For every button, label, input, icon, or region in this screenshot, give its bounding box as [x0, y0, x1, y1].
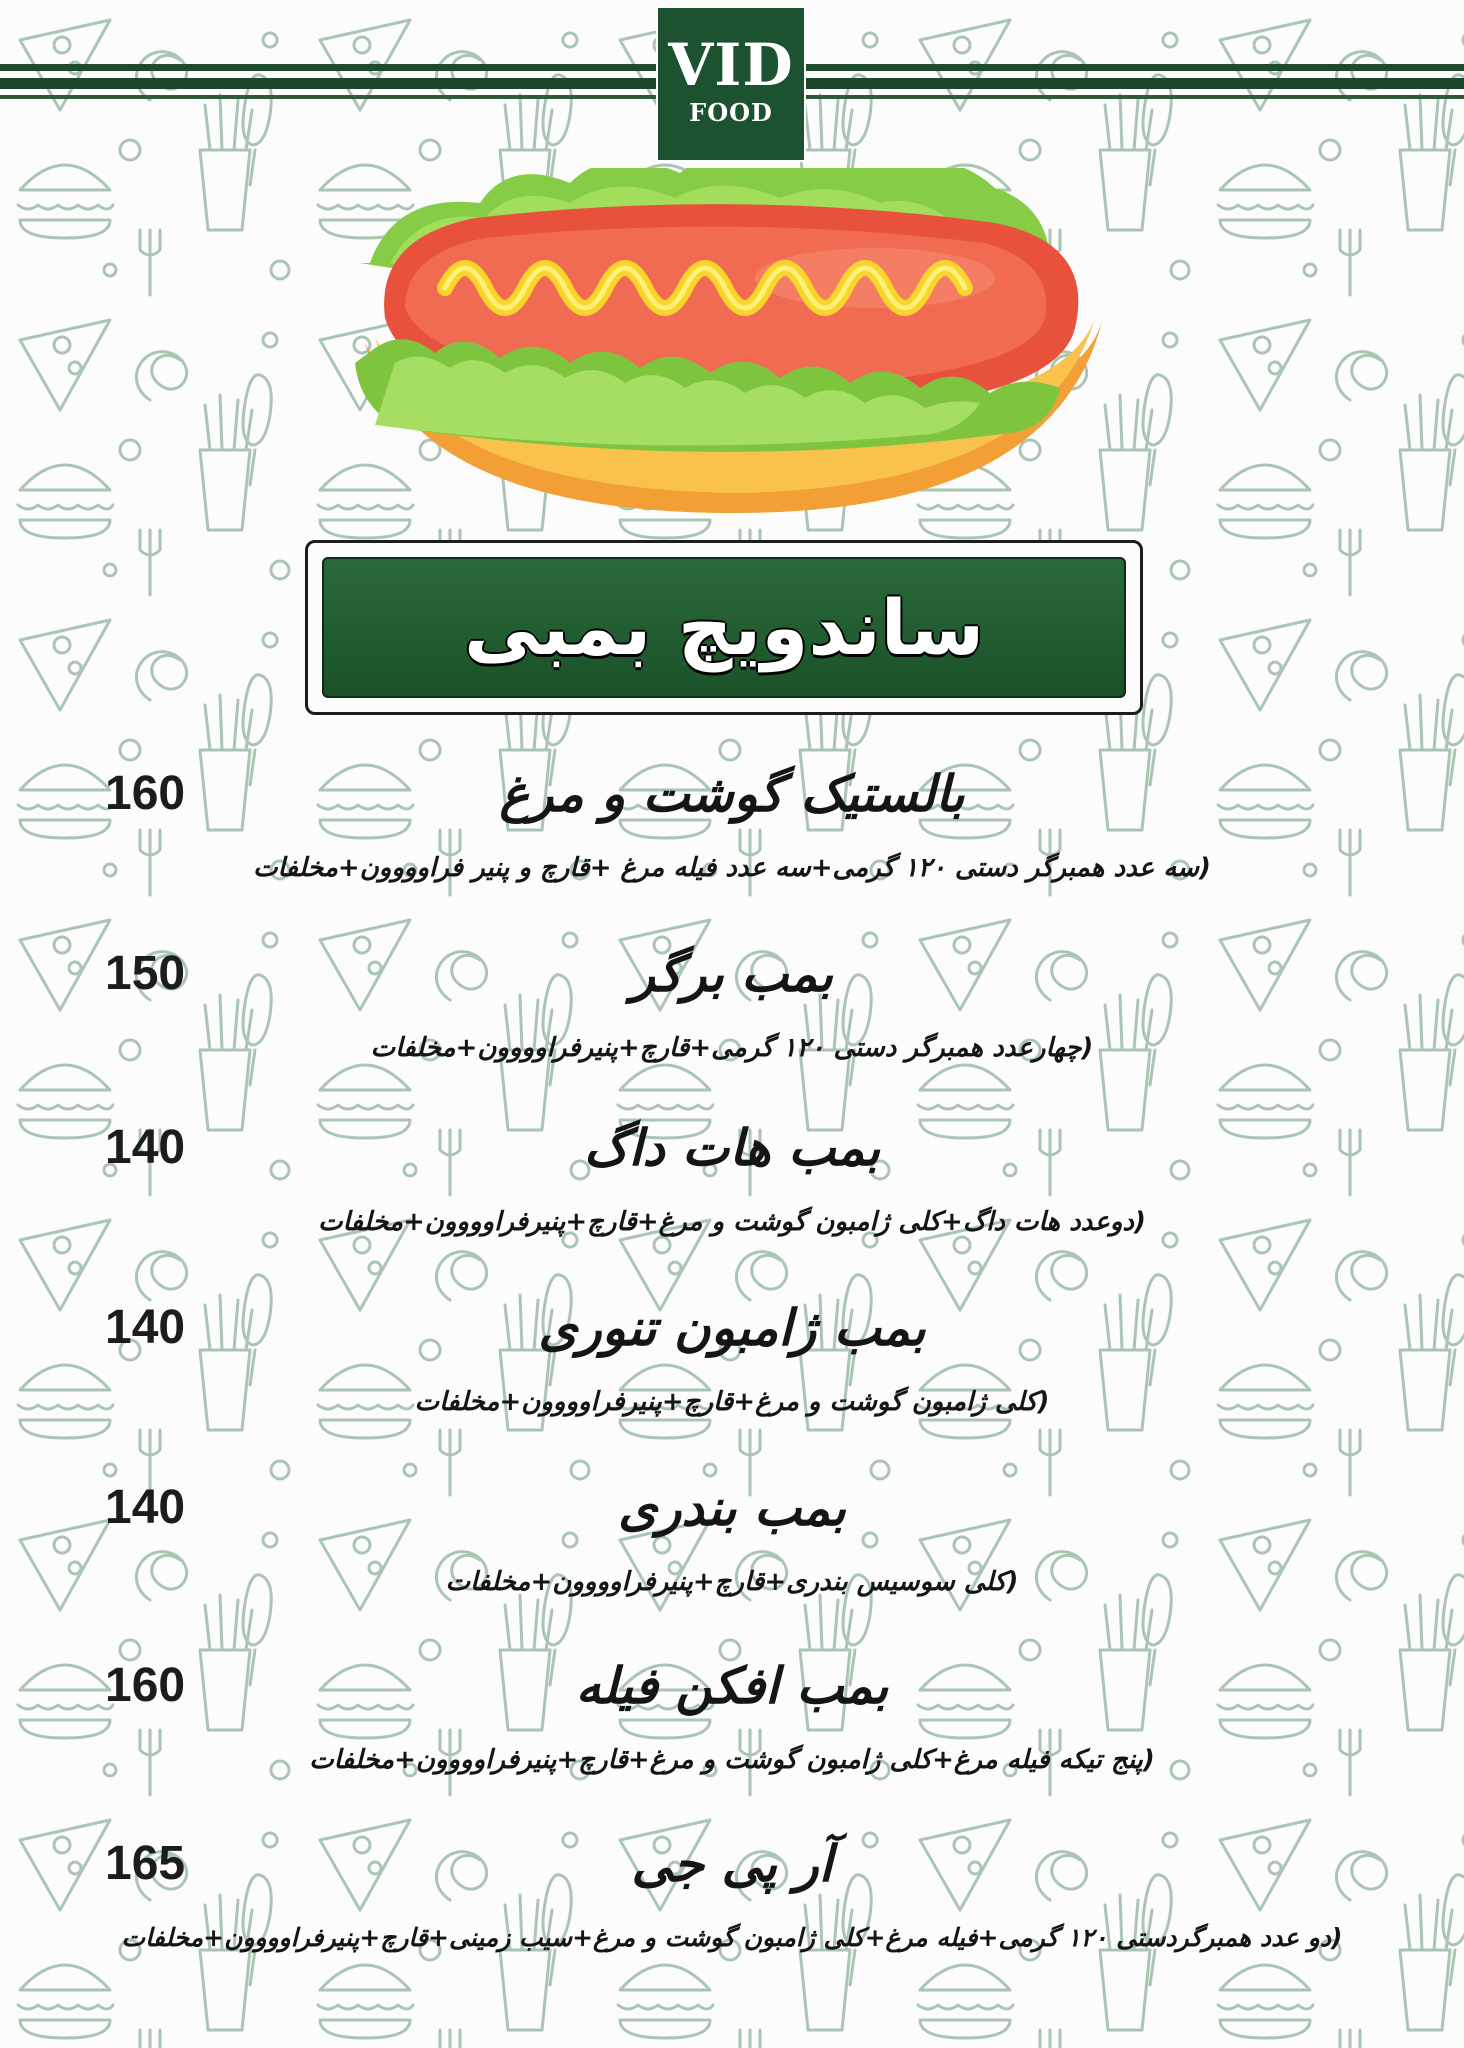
- section-title-box: [305, 540, 1143, 715]
- item-name: بالستیک گوشت و مرغ: [499, 765, 965, 823]
- hot-dog-illustration: [355, 168, 1115, 513]
- item-name: بمب ژامبون تنوری: [538, 1299, 926, 1357]
- item-description: (پنج تیکه فیله مرغ+کلی ژامبون گوشت و مرغ+قارچ+پنیرفراوووون+مخلفات: [309, 1745, 1155, 1775]
- item-price: 160: [105, 767, 186, 820]
- item-name: بمب افکن فیله: [575, 1657, 889, 1715]
- item-price: 150: [105, 947, 186, 1000]
- item-price: 140: [105, 1121, 186, 1174]
- item-name: بمب برگر: [630, 945, 834, 1003]
- item-description: (دو عدد همبرگردستی ۱۲۰ گرمی+فیله مرغ+کلی ژامبون گوشت و مرغ+سیب زمینی+قارچ+پنیرفراوووون+مخلفات: [121, 1923, 1343, 1952]
- item-description: (کلی سوسیس بندری+قارچ+پنیرفراوووون+مخلفات: [445, 1567, 1019, 1597]
- item-description: (کلی ژامبون گوشت و مرغ+قارچ+پنیرفراوووون+مخلفات: [414, 1387, 1050, 1417]
- section-title: ساندویچ بمبی: [463, 583, 985, 672]
- item-name: بمب هات داگ: [583, 1119, 881, 1177]
- brand-logo: [658, 8, 804, 160]
- section-title-banner: [322, 557, 1126, 698]
- logo-line1: VID: [668, 31, 794, 99]
- item-name: آر پی جی: [631, 1835, 833, 1893]
- item-price: 140: [105, 1301, 186, 1354]
- item-price: 160: [105, 1659, 186, 1712]
- item-description: (چهارعدد همبرگر دستی ۱۲۰ گرمی+قارچ+پنیرفراوووون+مخلفات: [370, 1033, 1094, 1063]
- item-price: 165: [105, 1837, 186, 1890]
- item-description: (دوعدد هات داگ+کلی ژامبون گوشت و مرغ+قارچ+پنیرفراوووون+مخلفات: [318, 1207, 1146, 1237]
- item-name: بمب بندری: [618, 1479, 846, 1537]
- item-price: 140: [105, 1481, 186, 1534]
- logo-line2: FOOD: [689, 98, 773, 127]
- item-description: (سه عدد همبرگر دستی ۱۲۰ گرمی+سه عدد فیله مرغ +قارچ و پنیر فراوووون+مخلفات: [253, 853, 1211, 883]
